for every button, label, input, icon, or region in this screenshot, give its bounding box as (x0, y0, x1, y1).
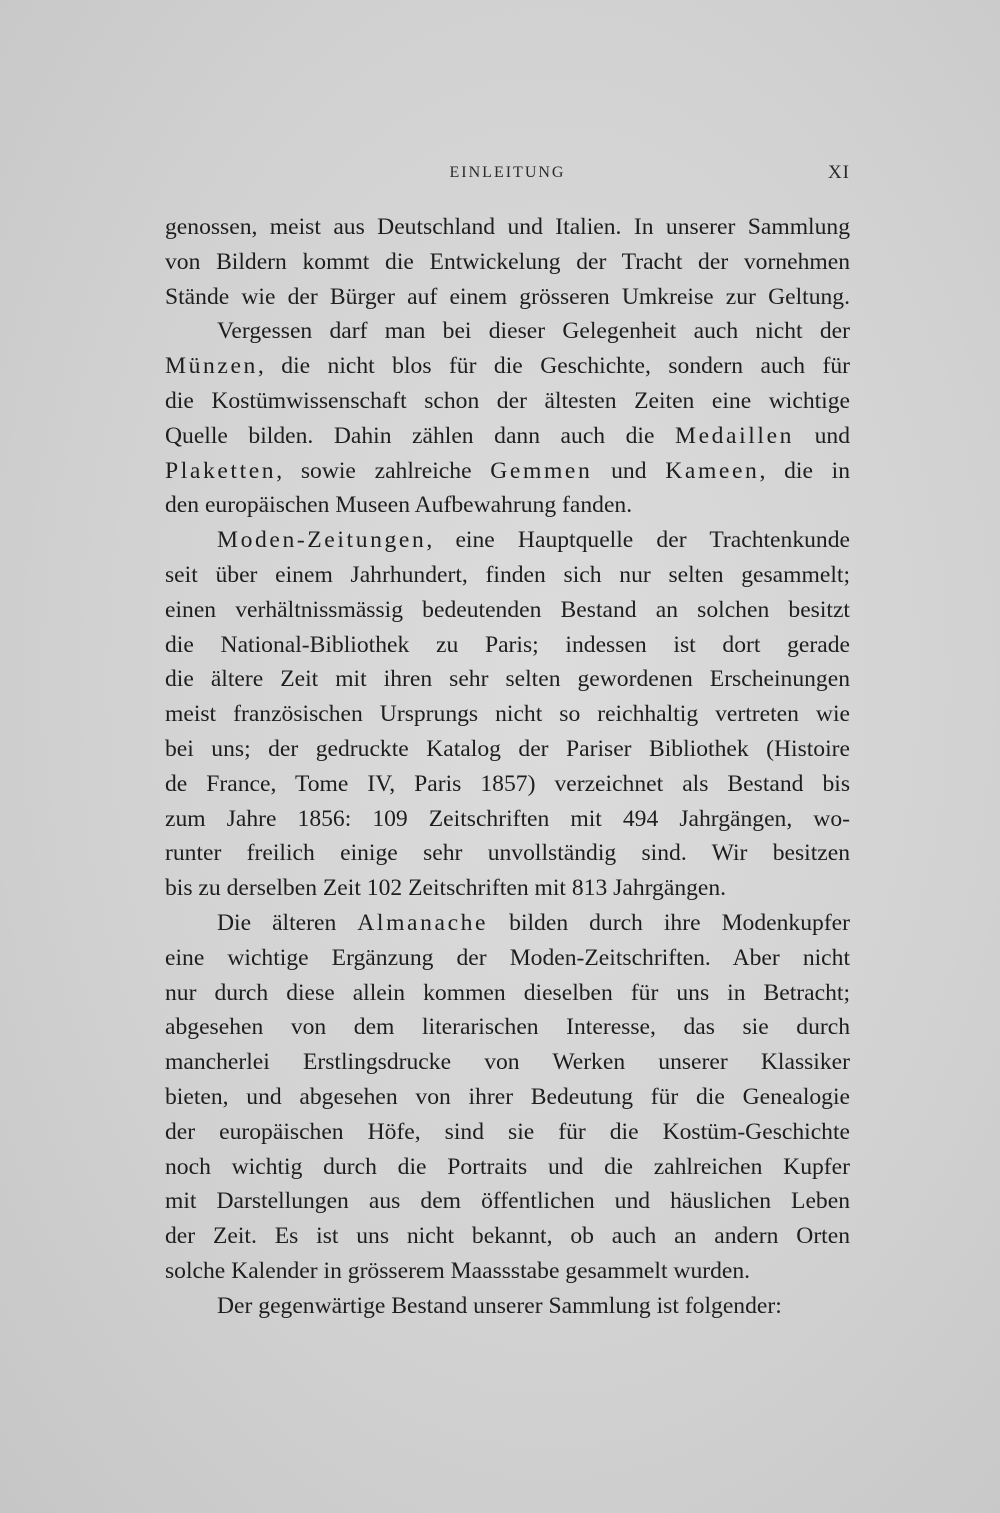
text-line: mancherlei Erstlingsdrucke von Werken unserer Klassiker (165, 1049, 850, 1076)
text-line: Quelle bilden. Dahin zählen dann auch die Medaillen und (165, 422, 850, 449)
text-line: die Kostümwissenschaft schon der ältesten Zeiten eine wichtige (165, 387, 850, 414)
text-line: bis zu derselben Zeit 102 Zeitschriften mit 813 Jahrgängen. (165, 875, 727, 902)
text-line: bei uns; der gedruckte Katalog der Pariser Bibliothek (Histoire (165, 735, 850, 762)
spaced-term: Kameen (665, 457, 760, 484)
text-line: seit über einem Jahrhundert, finden sich nur selten gesammelt; (165, 561, 850, 588)
text-line: eine wichtige Ergänzung der Moden-Zeitschriften. Aber nicht (165, 944, 850, 971)
text-line: Moden-Zeitungen, eine Hauptquelle der Trachtenkunde (217, 527, 850, 554)
text-line: Stände wie der Bürger auf einem grösseren Umkreise zur Geltung. (165, 283, 850, 310)
paragraph (165, 523, 850, 906)
spaced-term: Gemmen (490, 457, 593, 484)
spaced-term: Münzen (165, 353, 258, 380)
text-line: nur durch diese allein kommen dieselben für uns in Betracht; (165, 979, 850, 1006)
text-line: Vergessen darf man bei dieser Gelegenheit auch nicht der (217, 318, 850, 345)
spaced-term: Plaketten (165, 457, 277, 484)
text-line: de France, Tome IV, Paris 1857) verzeichnet als Bestand bis (165, 770, 850, 797)
text-line: solche Kalender in grösserem Maassstabe gesammelt wurden. (165, 1257, 751, 1284)
paragraph (165, 906, 850, 1289)
spaced-term: Almanache (357, 909, 489, 936)
text-line: Der gegenwärtige Bestand unserer Sammlung ist folgender: (217, 1292, 782, 1319)
spaced-term: Medaillen (675, 422, 795, 449)
text-line: der europäischen Höfe, sind sie für die Kostüm-Geschichte (165, 1118, 850, 1145)
text-line: noch wichtig durch die Portraits und die zahlreichen Kupfer (165, 1153, 850, 1180)
text-line: bieten, und abgesehen von ihrer Bedeutung für die Genealogie (165, 1083, 850, 1110)
paragraph (165, 1289, 850, 1324)
text-line: runter freilich einige sehr unvollständig sind. Wir besitzen (165, 840, 850, 867)
text-line: Plaketten, sowie zahlreiche Gemmen und Kameen, die in (165, 457, 851, 484)
text-line: von Bildern kommt die Entwickelung der Tracht der vornehmen (165, 248, 850, 275)
text-line: Münzen, die nicht blos für die Geschichte, sondern auch für (165, 353, 850, 380)
running-head: EINLEITUNG (449, 164, 566, 181)
page-number: XI (827, 162, 850, 183)
page-header (165, 160, 850, 190)
text-line: mit Darstellungen aus dem öffentlichen und häuslichen Leben (165, 1188, 850, 1215)
body-text (165, 210, 850, 1324)
text-line: genossen, meist aus Deutschland und Italien. In unserer Sammlung (165, 214, 850, 240)
text-line: der Zeit. Es ist uns nicht bekannt, ob auch an andern Orten (165, 1223, 850, 1250)
text-line: den europäischen Museen Aufbewahrung fanden. (165, 492, 633, 519)
text-line: einen verhältnissmässig bedeutenden Bestand an solchen besitzt (165, 596, 850, 623)
spaced-term: Moden-Zeitungen (217, 527, 427, 554)
text-line: meist französischen Ursprungs nicht so reichhaltig vertreten wie (165, 701, 850, 728)
text-line: Die älteren Almanache bilden durch ihre Modenkupfer (217, 909, 850, 936)
text-line: die National-Bibliothek zu Paris; indessen ist dort gerade (165, 631, 850, 658)
text-line: die ältere Zeit mit ihren sehr selten gewordenen Erscheinungen (165, 666, 850, 693)
text-line: zum Jahre 1856: 109 Zeitschriften mit 494 Jahrgängen, wo- (165, 805, 850, 832)
paragraph (165, 210, 850, 314)
paragraph (165, 314, 850, 523)
text-line: abgesehen von dem literarischen Interesse, das sie durch (165, 1014, 850, 1041)
